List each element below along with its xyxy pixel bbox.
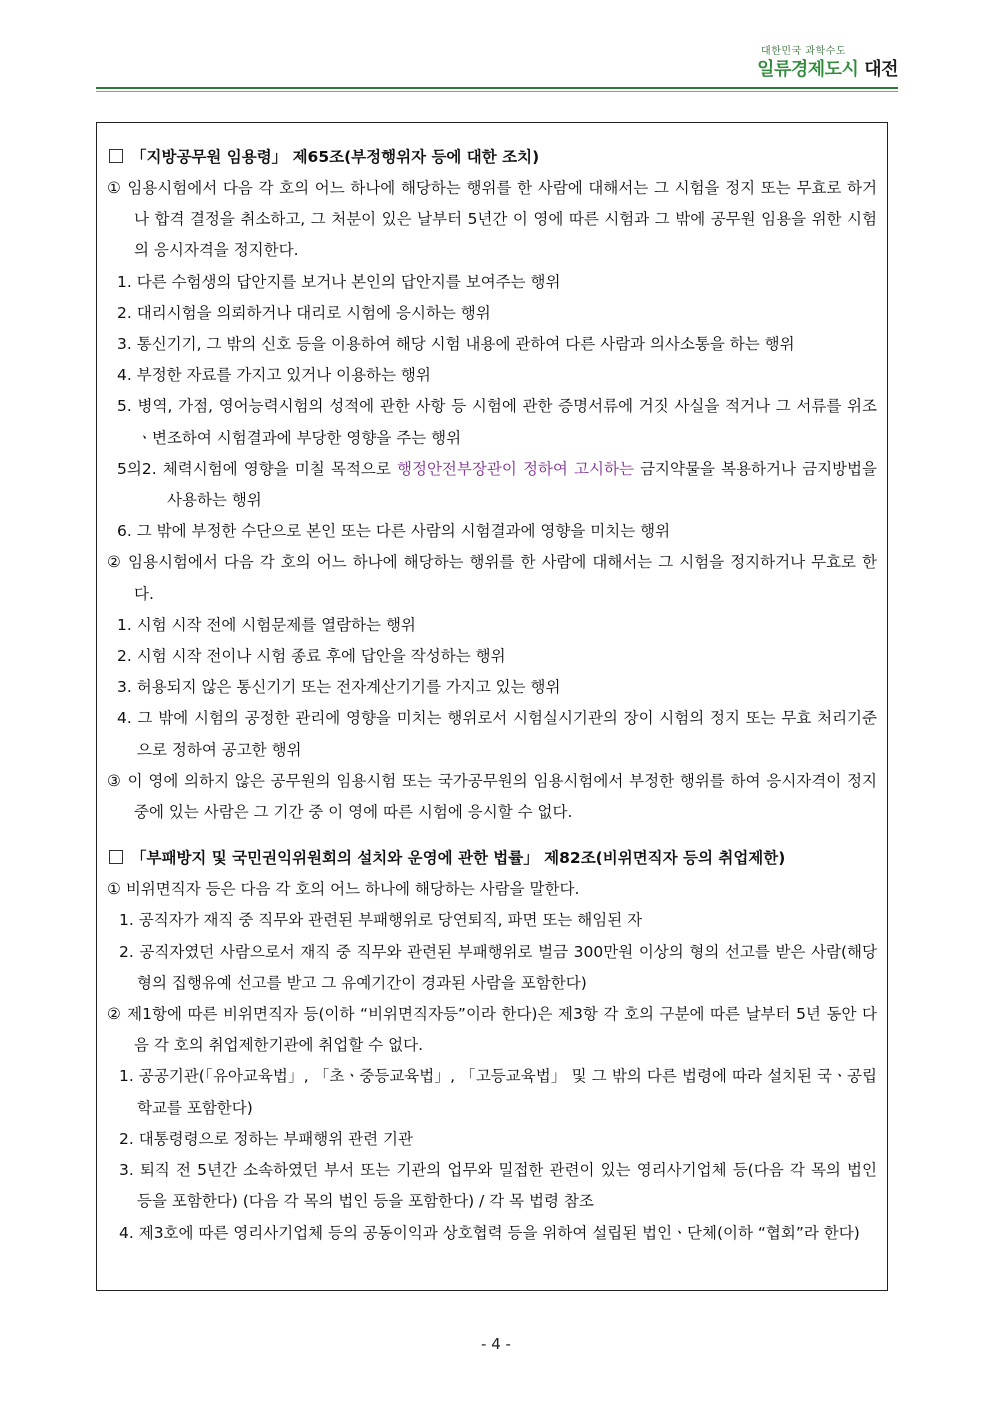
logo-slogan: 일류경제도시 (757, 59, 859, 80)
header-rule-thin (96, 91, 898, 92)
content-body (107, 141, 877, 1249)
s2-clause-2: ② 제1항에 따른 비위면직자 등(이하 “비위면직자등”이라 한다)은 제3항 각 호의 구분에 따른 날부터 5년 동안 다음 각 호의 취업제한기관에 취업할 수 없다. (107, 1005, 877, 1055)
s1-c1-item-5-2-part-b: 금지약물을 복용하거나 금지방법을 사용하는 행위 (167, 459, 877, 510)
square-bullet-icon (109, 850, 123, 864)
logo-city: 대전 (864, 59, 898, 80)
s1-c1-item-2: 2. 대리시험을 의뢰하거나 대리로 시험에 응시하는 행위 (117, 303, 491, 322)
s1-c1-item-5-2-highlight: 행정안전부장관이 정하여 고시하는 (397, 459, 634, 478)
s1-c1-item-5-2-part-a: 5의2. 체력시험에 영향을 미칠 목적으로 (117, 459, 398, 478)
square-bullet-icon (109, 149, 123, 163)
s1-clause-3: ③ 이 영에 의하지 않은 공무원의 임용시험 또는 국가공무원의 임용시험에서 부정한 행위를 하여 응시자격이 정지 중에 있는 사람은 그 기간 중 이 영에 따른 시험에 응시할 수 없다. (107, 771, 877, 822)
s2-c1-item-1: 1. 공직자가 재직 중 직무와 관련된 부패행위로 당연퇴직, 파면 또는 해임된 자 (119, 911, 643, 930)
s1-c2-item-3: 3. 허용되지 않은 통신기기 또는 전자계산기기를 가지고 있는 행위 (117, 678, 561, 697)
s1-c1-item-5-2 (107, 454, 877, 516)
s1-c1-item-1: 1. 다른 수험생의 답안지를 보거나 본인의 답안지를 보여주는 행위 (117, 272, 561, 291)
section2-title: 「부패방지 및 국민권익위원회의 설치와 운영에 관한 법률」 제82조(비위면직자 등의 취업제한) (131, 849, 786, 868)
s2-c2-item-2: 2. 대통령령으로 정하는 부패행위 관련 기관 (119, 1129, 413, 1148)
city-logo (757, 46, 898, 82)
s2-c2-item-1: 1. 공공기관(「유아교육법」, 「초ㆍ중등교육법」, 「고등교육법」 및 그 밖의 다른 법령에 따라 설치된 국ㆍ공립학교를 포함한다) (119, 1067, 877, 1117)
s1-c1-item-3: 3. 통신기기, 그 밖의 신호 등을 이용하여 해당 시험 내용에 관하여 다른 사람과 의사소통을 하는 행위 (117, 335, 795, 354)
s1-c1-item-5: 5. 병역, 가점, 영어능력시험의 성적에 관한 사항 등 시험에 관한 증명서류에 거짓 사실을 적거나 그 서류를 위조ㆍ변조하여 시험결과에 부당한 영향을 주는 행위 (117, 397, 877, 447)
section2-heading (109, 842, 877, 874)
s2-c2-item-3: 3. 퇴직 전 5년간 소속하였던 부서 또는 기관의 업무와 밀접한 관련이 있는 영리사기업체 등(다음 각 목의 법인 등을 포함한다) (다음 각 목의 법인 등을 포함한다) / 각 목 법령 참조 (119, 1161, 877, 1211)
content-box (96, 122, 888, 1291)
s1-c2-item-1: 1. 시험 시작 전에 시험문제를 열람하는 행위 (117, 615, 416, 634)
page-number: - 4 - (481, 1335, 511, 1353)
s1-c2-item-2: 2. 시험 시작 전이나 시험 종료 후에 답안을 작성하는 행위 (117, 647, 506, 666)
s1-clause-1: ① 임용시험에서 다음 각 호의 어느 하나에 해당하는 행위를 한 사람에 대해서는 그 시험을 정지 또는 무효로 하거나 합격 결정을 취소하고, 그 처분이 있은 날부터 5년간 이 영에 따른 시험과 그 밖에 공무원 임용을 위한 시험의 응시자격을 정지한다. (107, 179, 877, 260)
s2-clause-1: ① 비위면직자 등은 다음 각 호의 어느 하나에 해당하는 사람을 말한다. (107, 880, 580, 899)
s1-c1-item-6: 6. 그 밖에 부정한 수단으로 본인 또는 다른 사람의 시험결과에 영향을 미치는 행위 (117, 522, 671, 541)
section-gap (107, 828, 877, 842)
s2-c1-item-2: 2. 공직자였던 사람으로서 재직 중 직무와 관련된 부패행위로 벌금 300만원 이상의 형의 선고를 받은 사람(해당 형의 집행유예 선고를 받고 그 유예기간이 경과된 사람을 포함한다) (119, 942, 877, 992)
s1-c2-item-4: 4. 그 밖에 시험의 공정한 관리에 영향을 미치는 행위로서 시험실시기관의 장이 시험의 정지 또는 무효 처리기준으로 정하여 공고한 행위 (117, 709, 877, 759)
s2-c2-item-4: 4. 제3호에 따른 영리사기업체 등의 공동이익과 상호협력 등을 위하여 설립된 법인ㆍ단체(이하 “협회”라 한다) (119, 1223, 860, 1242)
header-rule (96, 87, 898, 89)
logo-tagline: 대한민국 과학수도 (761, 46, 846, 57)
section1-title: 「지방공무원 임용령」 제65조(부정행위자 등에 대한 조치) (131, 148, 540, 166)
s1-clause-2: ② 임용시험에서 다음 각 호의 어느 하나에 해당하는 행위를 한 사람에 대해서는 그 시험을 정지하거나 무효로 한다. (107, 553, 877, 603)
s1-c1-item-4: 4. 부정한 자료를 가지고 있거나 이용하는 행위 (117, 366, 431, 385)
section1-heading (109, 141, 877, 173)
logo-wordmark (757, 58, 898, 82)
